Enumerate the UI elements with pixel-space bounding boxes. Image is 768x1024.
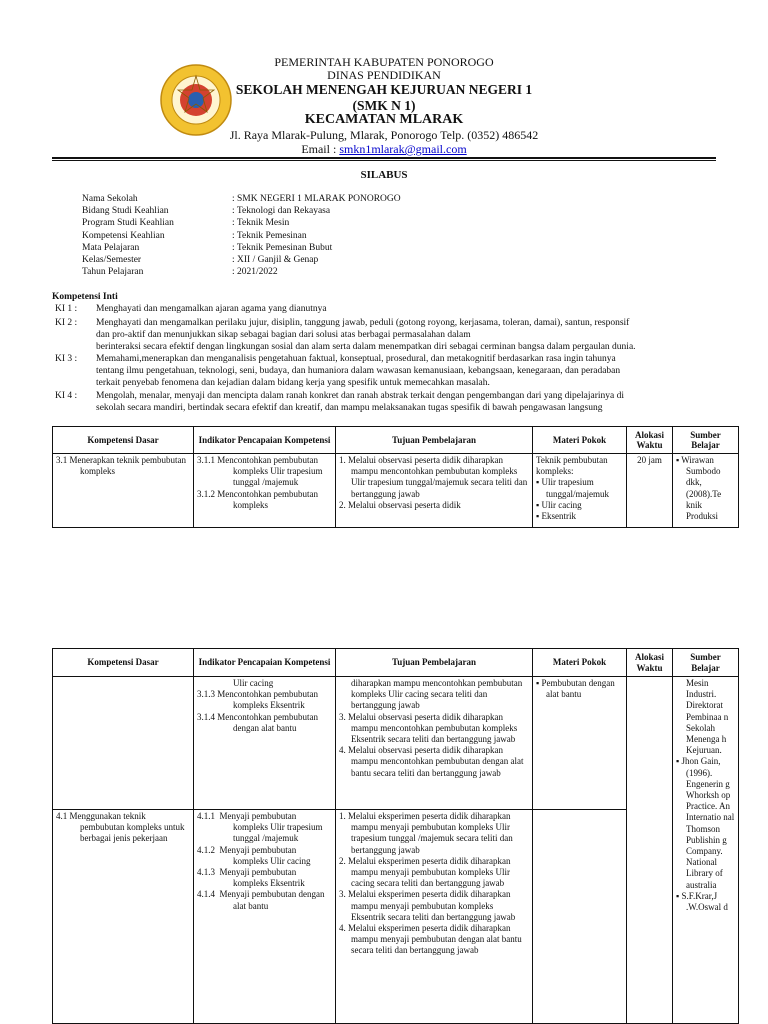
material-cell <box>533 454 627 528</box>
column-header: Sumber Belajar <box>673 427 739 454</box>
material-cell <box>533 810 627 1024</box>
identity-label: Kompetensi Keahlian <box>82 231 165 241</box>
identity-value: : Teknik Pemesinan Bubut <box>232 243 333 253</box>
objective-item: 3. Melalui eksperimen peserta didik diharapkan mampu menyaji pembubutan kompleks Eksentrik secara teliti dan bertanggung jawab <box>339 889 516 922</box>
source-cell <box>673 454 739 528</box>
kd-item: 3.1 Menerapkan teknik pembubutan kompleks <box>56 455 186 477</box>
ki-text: tentang ilmu pengetahuan, teknologi, seni, budaya, dan humaniora dalam wawasan kemanusiaan, kebangsaan, kenegaraan, dan peradaban <box>96 366 621 376</box>
source-item: ▪ Wirawan Sumbodo dkk, (2008).Te knik Produksi <box>676 455 722 522</box>
source-continued: Mesin Industri. Direktorat Pembinaa n Sekolah Menenga h Kejuruan. <box>686 678 729 756</box>
indicator-item: 4.1.2 Menyaji pembubutan kompleks Ulir cacing <box>197 844 311 866</box>
identity-label: Bidang Studi Keahlian <box>82 206 169 216</box>
header-school-name: SEKOLAH MENENGAH KEJURUAN NEGERI 1 <box>235 82 533 97</box>
header-government: PEMERINTAH KABUPATEN PONOROGO <box>274 55 494 69</box>
column-header: Kompetensi Dasar <box>53 427 194 454</box>
header-address: Jl. Raya Mlarak-Pulung, Mlarak, Ponorogo Telp. (0352) 486542 <box>229 128 539 142</box>
ki-text: Memahami,menerapkan dan menganalisis pengetahuan faktual, konseptual, prosedural, dan metakognitif berdasarkan rasa ingin tahunya <box>96 354 616 364</box>
objective-continued: diharapkan mampu mencontohkan pembubutan kompleks Ulir cacing secara teliti dan bertanggung jawab <box>351 678 523 711</box>
indicator-item: 4.1.1 Menyaji pembubutan kompleks Ulir trapesium tunggal /majemuk <box>197 811 323 844</box>
column-header: Alokasi Waktu <box>627 649 673 677</box>
ki-heading: Kompetensi Inti <box>52 292 118 302</box>
column-header: Tujuan Pembelajaran <box>336 649 533 677</box>
identity-label: Nama Sekolah <box>82 194 138 204</box>
indicator-item: 3.1.1 Mencontohkan pembubutan kompleks Ulir trapesium tunggal /majemuk <box>197 455 323 488</box>
ki-text: terkait penyebab fenomena dan kejadian dalam bidang kerja yang spesifik untuk memecahkan masalah. <box>96 378 490 388</box>
objective-item: 1. Melalui observasi peserta didik diharapkan mampu mencontohkan pembubutan kompleks Ulir trapesium tunggal/majemuk secara teliti dan bertanggung jawab <box>339 455 528 499</box>
header-divider-thin <box>52 160 716 161</box>
identity-value: : XII / Ganjil & Genap <box>232 255 319 265</box>
column-header: Kompetensi Dasar <box>53 649 194 677</box>
column-header: Tujuan Pembelajaran <box>336 427 533 454</box>
header-divider <box>52 157 716 159</box>
ki-code: KI 4 : <box>55 391 78 401</box>
identity-value: : 2021/2022 <box>232 267 278 277</box>
document-title: SILABUS <box>360 169 408 181</box>
material-heading: Teknik pembubutan kompleks: <box>536 455 608 477</box>
indicator-cell <box>194 810 336 1024</box>
syllabus-table-1 <box>52 426 739 528</box>
ki-text: dan pro-aktif dan menunjukkan sikap sebagai bagian dari solusi atas berbagai permasalahan dalam <box>96 330 471 340</box>
column-header: Sumber Belajar <box>673 649 739 677</box>
indicator-item: 4.1.3 Menyaji pembubutan kompleks Eksentrik <box>197 867 305 889</box>
identity-label: Mata Pelajaran <box>82 243 140 253</box>
ki-text: Menghayati dan mengamalkan perilaku jujur, disiplin, tanggung jawab, peduli (gotong royong, kerjasama, toleran, damai), santun, responsif <box>96 318 630 328</box>
objective-item: 2. Melalui observasi peserta didik <box>339 499 461 510</box>
header-district: KECAMATAN MLARAK <box>304 112 464 127</box>
objective-cell <box>336 810 533 1024</box>
ki-text: sekolah secara mandiri, bertindak secara efektif dan kreatif, dan mampu melaksanakan tugas spesifik di bawah pengawasan langsung <box>96 403 603 413</box>
objective-item: 4. Melalui observasi peserta didik diharapkan mampu mencontohkan pembubutan dengan alat bantu secara teliti dan bertanggung jawab <box>339 745 524 778</box>
material-cell <box>533 677 627 810</box>
identity-value: : Teknik Mesin <box>232 218 290 228</box>
column-header: Indikator Pencapaian Kompetensi <box>194 649 336 677</box>
objective-item: 3. Melalui observasi peserta didik diharapkan mampu mencontohkan pembubutan kompleks Eksentrik secara teliti dan bertanggung jawab <box>339 711 518 745</box>
indicator-item: 4.1.4 Menyaji pembubutan dengan alat bantu <box>197 889 325 911</box>
objective-item: 4. Melalui eksperimen peserta didik diharapkan mampu menyaji pembubutan dengan alat bantu secara teliti dan bertanggung jawab <box>339 923 522 956</box>
email-label: Email : <box>301 142 337 156</box>
column-header: Materi Pokok <box>533 649 627 677</box>
indicator-continued: Ulir cacing <box>233 678 274 688</box>
time-allocation: 20 jam <box>637 455 662 465</box>
kd-cell <box>53 454 194 528</box>
ki-code: KI 2 : <box>55 318 78 328</box>
header-school-abbr: (SMK N 1) <box>352 98 416 113</box>
column-header: Indikator Pencapaian Kompetensi <box>194 427 336 454</box>
header-agency: DINAS PENDIDIKAN <box>327 68 441 82</box>
material-item: ▪ Pembubutan dengan alat bantu <box>536 678 615 700</box>
source-item: ▪ Jhon Gain, (1996). Engenerin g Whorksh op Practice. An Internatio nal Thomson Publishin g Company. National Library of australia <box>676 756 735 890</box>
indicator-item: 3.1.3 Mencontohkan pembubutan kompleks Eksentrik <box>197 689 318 711</box>
indicator-item: 3.1.4 Mencontohkan pembubutan dengan alat bantu <box>197 711 318 733</box>
material-item: ▪ Ulir cacing <box>536 499 582 510</box>
objective-cell <box>336 454 533 528</box>
identity-value: : SMK NEGERI 1 MLARAK PONOROGO <box>232 194 401 204</box>
syllabus-table-2 <box>52 648 739 1024</box>
identity-label: Tahun Pelajaran <box>82 267 144 277</box>
ki-text: berinteraksi secara efektif dengan lingkungan sosial dan alam serta dalam menempatkan diri sebagai cerminan bangsa dalam pergaulan dunia. <box>96 342 636 352</box>
indicator-item: 3.1.2 Mencontohkan pembubutan kompleks <box>197 488 318 510</box>
objective-cell <box>336 677 533 810</box>
time-cell <box>627 677 673 1024</box>
identity-value: : Teknologi dan Rekayasa <box>232 206 331 216</box>
material-item: ▪ Ulir trapesium tunggal/majemuk <box>536 477 609 499</box>
objective-item: 2. Melalui eksperimen peserta didik diharapkan mampu menyaji pembubutan kompleks Ulir cacing secara teliti dan bertanggung jawab <box>339 855 511 889</box>
material-item: ▪ Eksentrik <box>536 511 576 522</box>
time-cell <box>627 454 673 528</box>
kd-cell <box>53 677 194 810</box>
source-item: ▪ S.F.Krar,J .W.Oswal d <box>676 890 728 913</box>
header-email-line <box>0 143 768 155</box>
objective-item: 1. Melalui eksperimen peserta didik diharapkan mampu menyaji pembubutan kompleks Ulir trapesium tunggal /majemuk secara teliti dan bertanggung jawab <box>339 811 513 855</box>
indicator-cell <box>194 454 336 528</box>
ki-text: Menghayati dan mengamalkan ajaran agama yang dianutnya <box>96 304 327 314</box>
ki-code: KI 3 : <box>55 354 78 364</box>
kd-item: 4.1 Menggunakan teknik pembubutan kompleks untuk berbagai jenis pekerjaan <box>56 811 185 844</box>
identity-value: : Teknik Pemesinan <box>232 231 307 241</box>
column-header: Materi Pokok <box>533 427 627 454</box>
indicator-cell <box>194 677 336 810</box>
identity-label: Program Studi Keahlian <box>82 218 174 228</box>
source-cell <box>673 677 739 1024</box>
column-header: Alokasi Waktu <box>627 427 673 454</box>
ki-code: KI 1 : <box>55 304 78 314</box>
kd-cell <box>53 810 194 1024</box>
ki-text: Mengolah, menalar, menyaji dan mencipta dalam ranah konkret dan ranah abstrak terkait dengan pengembangan dari yang dipelajarinya di <box>96 391 624 401</box>
email-link[interactable]: smkn1mlarak@gmail.com <box>339 142 467 156</box>
identity-label: Kelas/Semester <box>82 255 142 265</box>
